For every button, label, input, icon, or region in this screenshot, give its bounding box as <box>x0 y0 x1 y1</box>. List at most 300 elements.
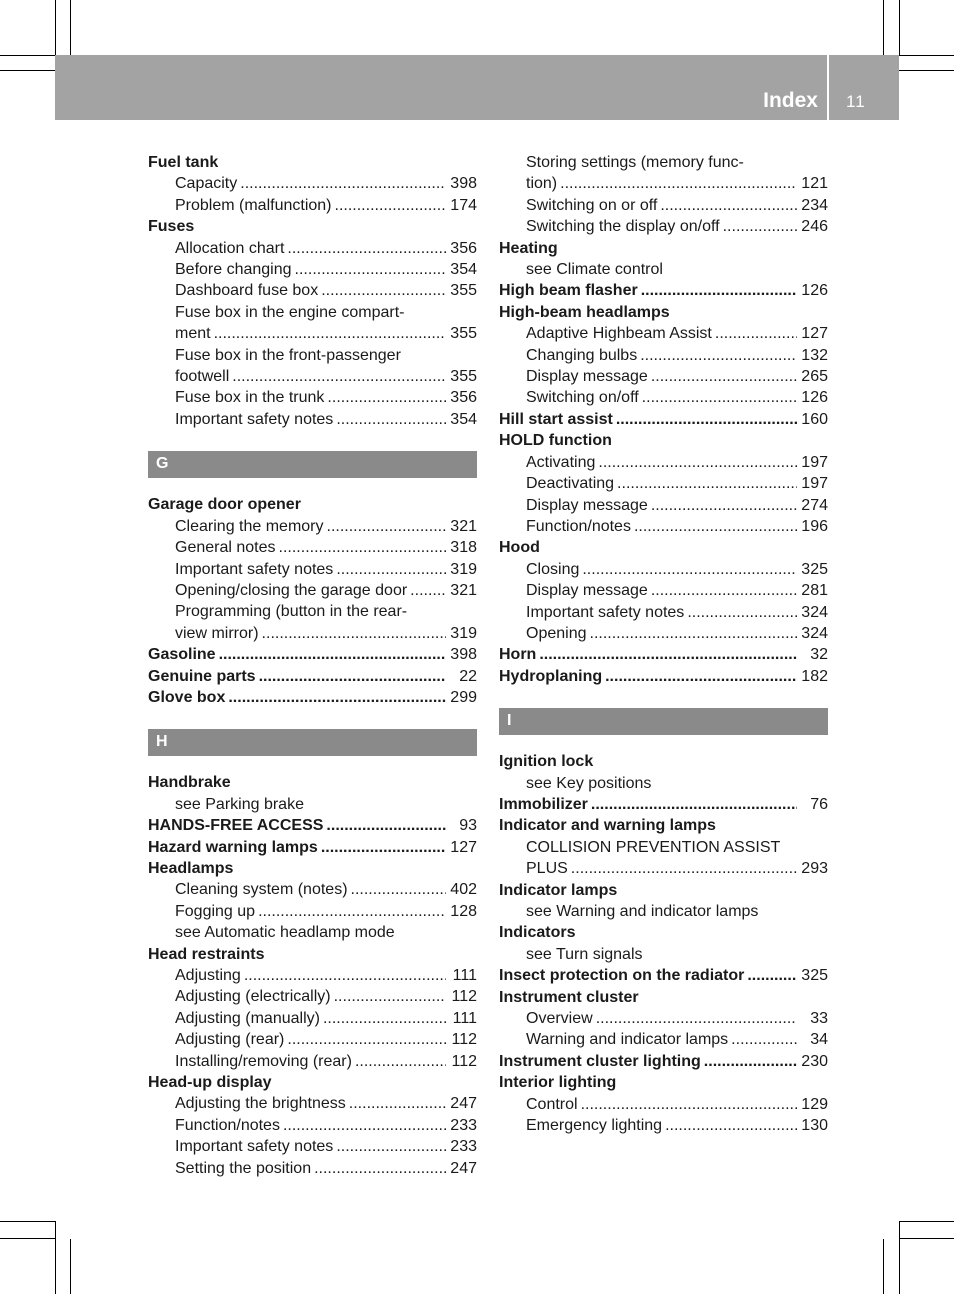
entry-label: Before changing <box>175 261 292 279</box>
leader-dots <box>259 666 446 687</box>
index-entry <box>499 302 828 323</box>
index-entry <box>499 794 828 815</box>
entry-label: Immobilizer <box>499 795 588 813</box>
index-subentry <box>148 345 477 366</box>
entry-label: Switching on/off <box>526 389 639 407</box>
entry-label: PLUS <box>526 860 568 878</box>
index-subentry <box>148 173 477 194</box>
index-subentry <box>148 1158 477 1179</box>
index-entry <box>499 965 828 986</box>
index-subentry <box>499 602 828 623</box>
entry-label: HANDS-FREE ACCESS <box>148 817 324 835</box>
leader-dots <box>731 1029 797 1050</box>
entry-label: Fuses <box>148 218 195 236</box>
leader-dots <box>351 879 446 900</box>
entry-label: Ignition lock <box>499 753 594 771</box>
leader-dots <box>336 409 446 430</box>
leader-dots <box>287 238 446 259</box>
leader-dots <box>605 666 797 687</box>
index-subentry <box>499 345 828 366</box>
entry-label: Handbrake <box>148 774 231 792</box>
entry-label: Hood <box>499 539 540 557</box>
index-subentry <box>499 516 828 537</box>
entry-label: Installing/removing (rear) <box>175 1052 352 1070</box>
entry-page-number: 354 <box>450 410 477 428</box>
index-entry <box>148 858 477 879</box>
crop-mark <box>899 70 954 71</box>
entry-label: Capacity <box>175 175 238 193</box>
leader-dots <box>287 1029 446 1050</box>
entry-label: footwell <box>175 368 230 386</box>
index-subentry <box>148 901 477 922</box>
index-subentry <box>148 195 477 216</box>
crop-mark <box>899 0 900 55</box>
entry-label: Adjusting (rear) <box>175 1031 285 1049</box>
index-entry <box>148 644 477 665</box>
entry-page-number: 34 <box>810 1031 828 1049</box>
section-letter-bar: G <box>148 451 477 478</box>
entry-page-number: 93 <box>459 817 477 835</box>
leader-dots <box>651 580 797 601</box>
entry-page-number: 325 <box>801 967 828 985</box>
entry-page-number: 112 <box>451 988 477 1006</box>
entry-label: Storing settings (memory func- <box>526 154 744 171</box>
leader-dots <box>228 687 446 708</box>
index-subentry <box>148 1093 477 1114</box>
entry-page-number: 356 <box>450 239 477 257</box>
leader-dots <box>295 259 446 280</box>
entry-label: see Automatic headlamp mode <box>175 924 395 942</box>
entry-page-number: 196 <box>801 517 828 535</box>
index-entry <box>499 815 828 836</box>
entry-page-number: 33 <box>810 1010 828 1028</box>
index-subentry <box>148 1051 477 1072</box>
index-subentry <box>148 302 477 323</box>
index-entry <box>148 837 477 858</box>
leader-dots <box>334 986 446 1007</box>
entry-page-number: 127 <box>450 838 477 856</box>
entry-label: Dashboard fuse box <box>175 282 319 300</box>
entry-label: High-beam headlamps <box>499 303 670 321</box>
header-divider <box>827 55 829 120</box>
entry-label: ment <box>175 325 211 343</box>
entry-page-number: 319 <box>450 560 477 578</box>
entry-label: Important safety notes <box>526 603 685 621</box>
crop-mark <box>70 0 71 55</box>
entry-label: Fogging up <box>175 902 256 920</box>
index-subentry <box>148 387 477 408</box>
entry-label: Head-up display <box>148 1074 272 1092</box>
leader-dots <box>321 280 446 301</box>
entry-page-number: 247 <box>450 1159 477 1177</box>
entry-label: Setting the position <box>175 1159 312 1177</box>
entry-label: Horn <box>499 646 537 664</box>
entry-label: Warning and indicator lamps <box>526 1031 729 1049</box>
index-subentry <box>499 473 828 494</box>
leader-dots <box>590 623 798 644</box>
leader-dots <box>326 815 446 836</box>
index-subentry <box>499 366 828 387</box>
entry-label: see Parking brake <box>175 795 304 813</box>
leader-dots <box>327 516 447 537</box>
entry-page-number: 402 <box>450 881 477 899</box>
index-column-right <box>499 152 828 1136</box>
entry-label: Fuel tank <box>148 154 219 171</box>
entry-label: Activating <box>526 453 596 471</box>
entry-page-number: 247 <box>450 1095 477 1113</box>
index-subentry <box>499 1008 828 1029</box>
entry-label: Indicators <box>499 924 576 942</box>
index-subentry <box>148 537 477 558</box>
index-subentry <box>499 901 828 922</box>
index-subentry <box>148 879 477 900</box>
index-subentry <box>499 858 828 879</box>
crop-mark <box>55 0 56 55</box>
entry-label: Head restraints <box>148 945 265 963</box>
entry-label: Fuse box in the trunk <box>175 389 325 407</box>
entry-label: Insect protection on the radiator <box>499 967 745 985</box>
leader-dots <box>571 858 797 879</box>
index-subentry <box>499 623 828 644</box>
index-subentry <box>148 1115 477 1136</box>
index-subentry <box>499 216 828 237</box>
entry-label: view mirror) <box>175 624 259 642</box>
page-number: 11 <box>846 92 866 111</box>
index-subentry <box>148 601 477 622</box>
entry-page-number: 197 <box>801 453 828 471</box>
entry-label: Adjusting (electrically) <box>175 988 331 1006</box>
entry-label: Function/notes <box>175 1116 280 1134</box>
entry-label: Display message <box>526 368 648 386</box>
entry-label: Important safety notes <box>175 410 334 428</box>
leader-dots <box>539 644 797 665</box>
entry-label: Genuine parts <box>148 667 256 685</box>
leader-dots <box>642 387 797 408</box>
entry-page-number: 355 <box>450 282 477 300</box>
leader-dots <box>258 901 446 922</box>
crop-mark <box>899 1221 900 1294</box>
entry-label: Switching on or off <box>526 196 658 214</box>
entry-label: Adaptive Highbeam Assist <box>526 325 712 343</box>
leader-dots <box>665 1115 797 1136</box>
entry-label: COLLISION PREVENTION ASSIST <box>526 838 781 856</box>
index-subentry <box>499 559 828 580</box>
index-subentry <box>499 1029 828 1050</box>
crop-mark <box>883 1239 884 1294</box>
index-entry <box>499 238 828 259</box>
leader-dots <box>321 837 446 858</box>
entry-page-number: 299 <box>450 688 477 706</box>
index-subentry <box>148 1029 477 1050</box>
index-entry <box>499 644 828 665</box>
crop-mark <box>0 70 55 71</box>
entry-label: Garage door opener <box>148 496 301 514</box>
leader-dots <box>410 580 446 601</box>
index-entry <box>148 666 477 687</box>
leader-dots <box>262 623 446 644</box>
entry-page-number: 246 <box>801 218 828 236</box>
leader-dots <box>641 280 797 301</box>
entry-page-number: 265 <box>801 368 828 386</box>
leader-dots <box>560 173 797 194</box>
leader-dots <box>314 1158 446 1179</box>
entry-page-number: 233 <box>450 1116 477 1134</box>
leader-dots <box>336 1136 446 1157</box>
leader-dots <box>640 345 797 366</box>
entry-page-number: 321 <box>450 517 477 535</box>
crop-mark <box>70 1239 71 1294</box>
leader-dots <box>651 366 797 387</box>
entry-label: Gasoline <box>148 646 216 664</box>
entry-label: Problem (malfunction) <box>175 196 332 214</box>
entry-page-number: 130 <box>801 1117 828 1135</box>
leader-dots <box>651 495 797 516</box>
entry-page-number: 197 <box>801 475 828 493</box>
entry-label: Changing bulbs <box>526 346 638 364</box>
crop-mark <box>0 1238 55 1239</box>
index-subentry <box>499 495 828 516</box>
entry-label: Emergency lighting <box>526 1117 663 1135</box>
index-subentry <box>148 259 477 280</box>
index-entry <box>148 216 477 237</box>
leader-dots <box>617 473 797 494</box>
leader-dots <box>591 794 797 815</box>
index-subentry <box>499 1115 828 1136</box>
leader-dots <box>283 1115 446 1136</box>
entry-page-number: 274 <box>801 496 828 514</box>
entry-label: tion) <box>526 175 558 193</box>
crop-mark <box>55 1221 56 1294</box>
leader-dots <box>323 1008 446 1029</box>
entry-label: Opening/closing the garage door <box>175 581 408 599</box>
index-entry <box>148 152 477 173</box>
entry-label: Indicator and warning lamps <box>499 817 716 835</box>
entry-page-number: 132 <box>801 346 828 364</box>
index-subentry <box>148 409 477 430</box>
leader-dots <box>715 323 797 344</box>
entry-label: HOLD function <box>499 432 612 450</box>
entry-label: Important safety notes <box>175 560 334 578</box>
entry-label: Instrument cluster <box>499 988 639 1006</box>
entry-label: Adjusting <box>175 967 241 984</box>
index-subentry <box>148 516 477 537</box>
entry-page-number: 354 <box>450 261 477 279</box>
index-column-left <box>148 152 477 1179</box>
entry-label: see Climate control <box>526 261 663 279</box>
leader-dots <box>335 195 447 216</box>
leader-dots <box>336 559 446 580</box>
entry-label: Adjusting the brightness <box>175 1095 346 1113</box>
index-subentry <box>148 623 477 644</box>
entry-page-number: 355 <box>450 368 477 386</box>
entry-label: see Warning and indicator lamps <box>526 903 759 920</box>
section-letter-bar: H <box>148 729 477 756</box>
entry-label: Interior lighting <box>499 1074 617 1092</box>
entry-label: Programming (button in the rear- <box>175 603 408 621</box>
index-entry <box>148 772 477 793</box>
entry-page-number: 318 <box>450 539 477 557</box>
leader-dots <box>723 216 797 237</box>
entry-page-number: 111 <box>452 967 477 984</box>
crop-mark <box>883 0 884 55</box>
entry-label: Hydroplaning <box>499 667 603 685</box>
entry-page-number: 174 <box>450 196 477 214</box>
entry-label: Fuse box in the engine compart- <box>175 303 405 321</box>
index-entry <box>499 537 828 558</box>
index-subentry <box>148 280 477 301</box>
entry-page-number: 121 <box>801 175 828 193</box>
index-subentry <box>499 580 828 601</box>
leader-dots <box>240 173 446 194</box>
entry-page-number: 321 <box>450 581 477 599</box>
index-subentry <box>148 366 477 387</box>
entry-page-number: 398 <box>450 175 477 193</box>
entry-page-number: 325 <box>801 560 828 578</box>
leader-dots <box>747 965 797 986</box>
entry-page-number: 129 <box>801 1095 828 1113</box>
entry-page-number: 234 <box>801 196 828 214</box>
index-subentry <box>499 152 828 173</box>
entry-page-number: 22 <box>459 667 477 685</box>
entry-page-number: 355 <box>450 325 477 343</box>
entry-label: Clearing the memory <box>175 517 324 535</box>
index-entry <box>148 494 477 515</box>
entry-label: Deactivating <box>526 475 615 493</box>
entry-page-number: 324 <box>801 624 828 642</box>
leader-dots <box>279 537 446 558</box>
index-entry <box>499 987 828 1008</box>
index-subentry <box>499 837 828 858</box>
entry-label: Headlamps <box>148 859 234 877</box>
leader-dots <box>582 559 797 580</box>
entry-page-number: 281 <box>801 582 828 600</box>
leader-dots <box>634 516 797 537</box>
leader-dots <box>355 1051 446 1072</box>
leader-dots <box>596 1008 797 1029</box>
crop-mark <box>899 1221 954 1222</box>
entry-page-number: 356 <box>450 389 477 407</box>
index-subentry <box>499 773 828 794</box>
leader-dots <box>616 409 797 430</box>
index-entry <box>499 880 828 901</box>
index-subentry <box>499 1094 828 1115</box>
entry-label: see Turn signals <box>526 945 643 963</box>
entry-label: Opening <box>526 624 587 642</box>
entry-label: Fuse box in the front-passenger <box>175 346 401 364</box>
index-subentry <box>499 323 828 344</box>
entry-page-number: 160 <box>801 410 828 428</box>
crop-mark <box>899 55 954 56</box>
leader-dots <box>598 452 797 473</box>
entry-label: General notes <box>175 539 276 557</box>
index-entry <box>499 922 828 943</box>
entry-label: High beam flasher <box>499 282 638 300</box>
index-subentry <box>148 559 477 580</box>
entry-page-number: 182 <box>801 667 828 685</box>
entry-label: Hazard warning lamps <box>148 838 318 856</box>
entry-label: Important safety notes <box>175 1138 334 1156</box>
index-subentry <box>148 323 477 344</box>
entry-page-number: 233 <box>450 1138 477 1156</box>
entry-page-number: 128 <box>450 902 477 920</box>
entry-page-number: 126 <box>801 282 828 300</box>
entry-label: Indicator lamps <box>499 881 618 899</box>
index-entry <box>148 944 477 965</box>
index-subentry <box>499 387 828 408</box>
index-entry <box>499 409 828 430</box>
section-letter-bar: I <box>499 708 828 735</box>
leader-dots <box>327 387 446 408</box>
entry-page-number: 127 <box>801 325 828 343</box>
index-subentry <box>499 173 828 194</box>
crop-mark <box>0 1221 55 1222</box>
entry-page-number: 76 <box>810 795 828 813</box>
index-entry <box>499 751 828 772</box>
leader-dots <box>660 195 797 216</box>
leader-dots <box>214 323 446 344</box>
index-subentry <box>148 965 477 986</box>
index-entry <box>499 666 828 687</box>
entry-page-number: 319 <box>450 624 477 642</box>
index-subentry <box>499 195 828 216</box>
index-entry <box>499 1072 828 1093</box>
leader-dots <box>581 1094 797 1115</box>
index-subentry <box>148 1136 477 1157</box>
leader-dots <box>349 1093 446 1114</box>
leader-dots <box>219 644 446 665</box>
entry-label: Instrument cluster lighting <box>499 1052 701 1070</box>
leader-dots <box>244 965 446 986</box>
entry-label: Overview <box>526 1010 593 1028</box>
entry-label: Hill start assist <box>499 410 613 428</box>
entry-label: see Key positions <box>526 774 652 792</box>
crop-mark <box>0 55 55 56</box>
index-subentry <box>148 238 477 259</box>
index-entry <box>499 430 828 451</box>
entry-label: Display message <box>526 582 648 600</box>
leader-dots <box>704 1051 797 1072</box>
entry-label: Glove box <box>148 688 226 706</box>
entry-label: Display message <box>526 496 648 514</box>
entry-page-number: 112 <box>451 1052 477 1070</box>
index-subentry <box>148 794 477 815</box>
page-title: Index <box>763 89 818 112</box>
index-entry <box>148 1072 477 1093</box>
entry-page-number: 324 <box>801 603 828 621</box>
entry-page-number: 230 <box>801 1052 828 1070</box>
index-entry <box>148 687 477 708</box>
entry-label: Allocation chart <box>175 239 285 257</box>
entry-label: Closing <box>526 560 580 578</box>
entry-label: Cleaning system (notes) <box>175 881 348 899</box>
index-subentry <box>499 944 828 965</box>
index-subentry <box>148 986 477 1007</box>
index-subentry <box>148 1008 477 1029</box>
index-entry <box>499 280 828 301</box>
entry-label: Heating <box>499 239 558 257</box>
entry-label: Function/notes <box>526 517 631 535</box>
index-entry <box>148 815 477 836</box>
crop-mark <box>899 1238 954 1239</box>
entry-page-number: 112 <box>451 1031 477 1049</box>
index-subentry <box>148 922 477 943</box>
entry-page-number: 293 <box>801 860 828 878</box>
leader-dots <box>232 366 446 387</box>
entry-page-number: 126 <box>801 389 828 407</box>
index-subentry <box>148 580 477 601</box>
entry-page-number: 32 <box>810 646 828 664</box>
entry-label: Control <box>526 1095 578 1113</box>
